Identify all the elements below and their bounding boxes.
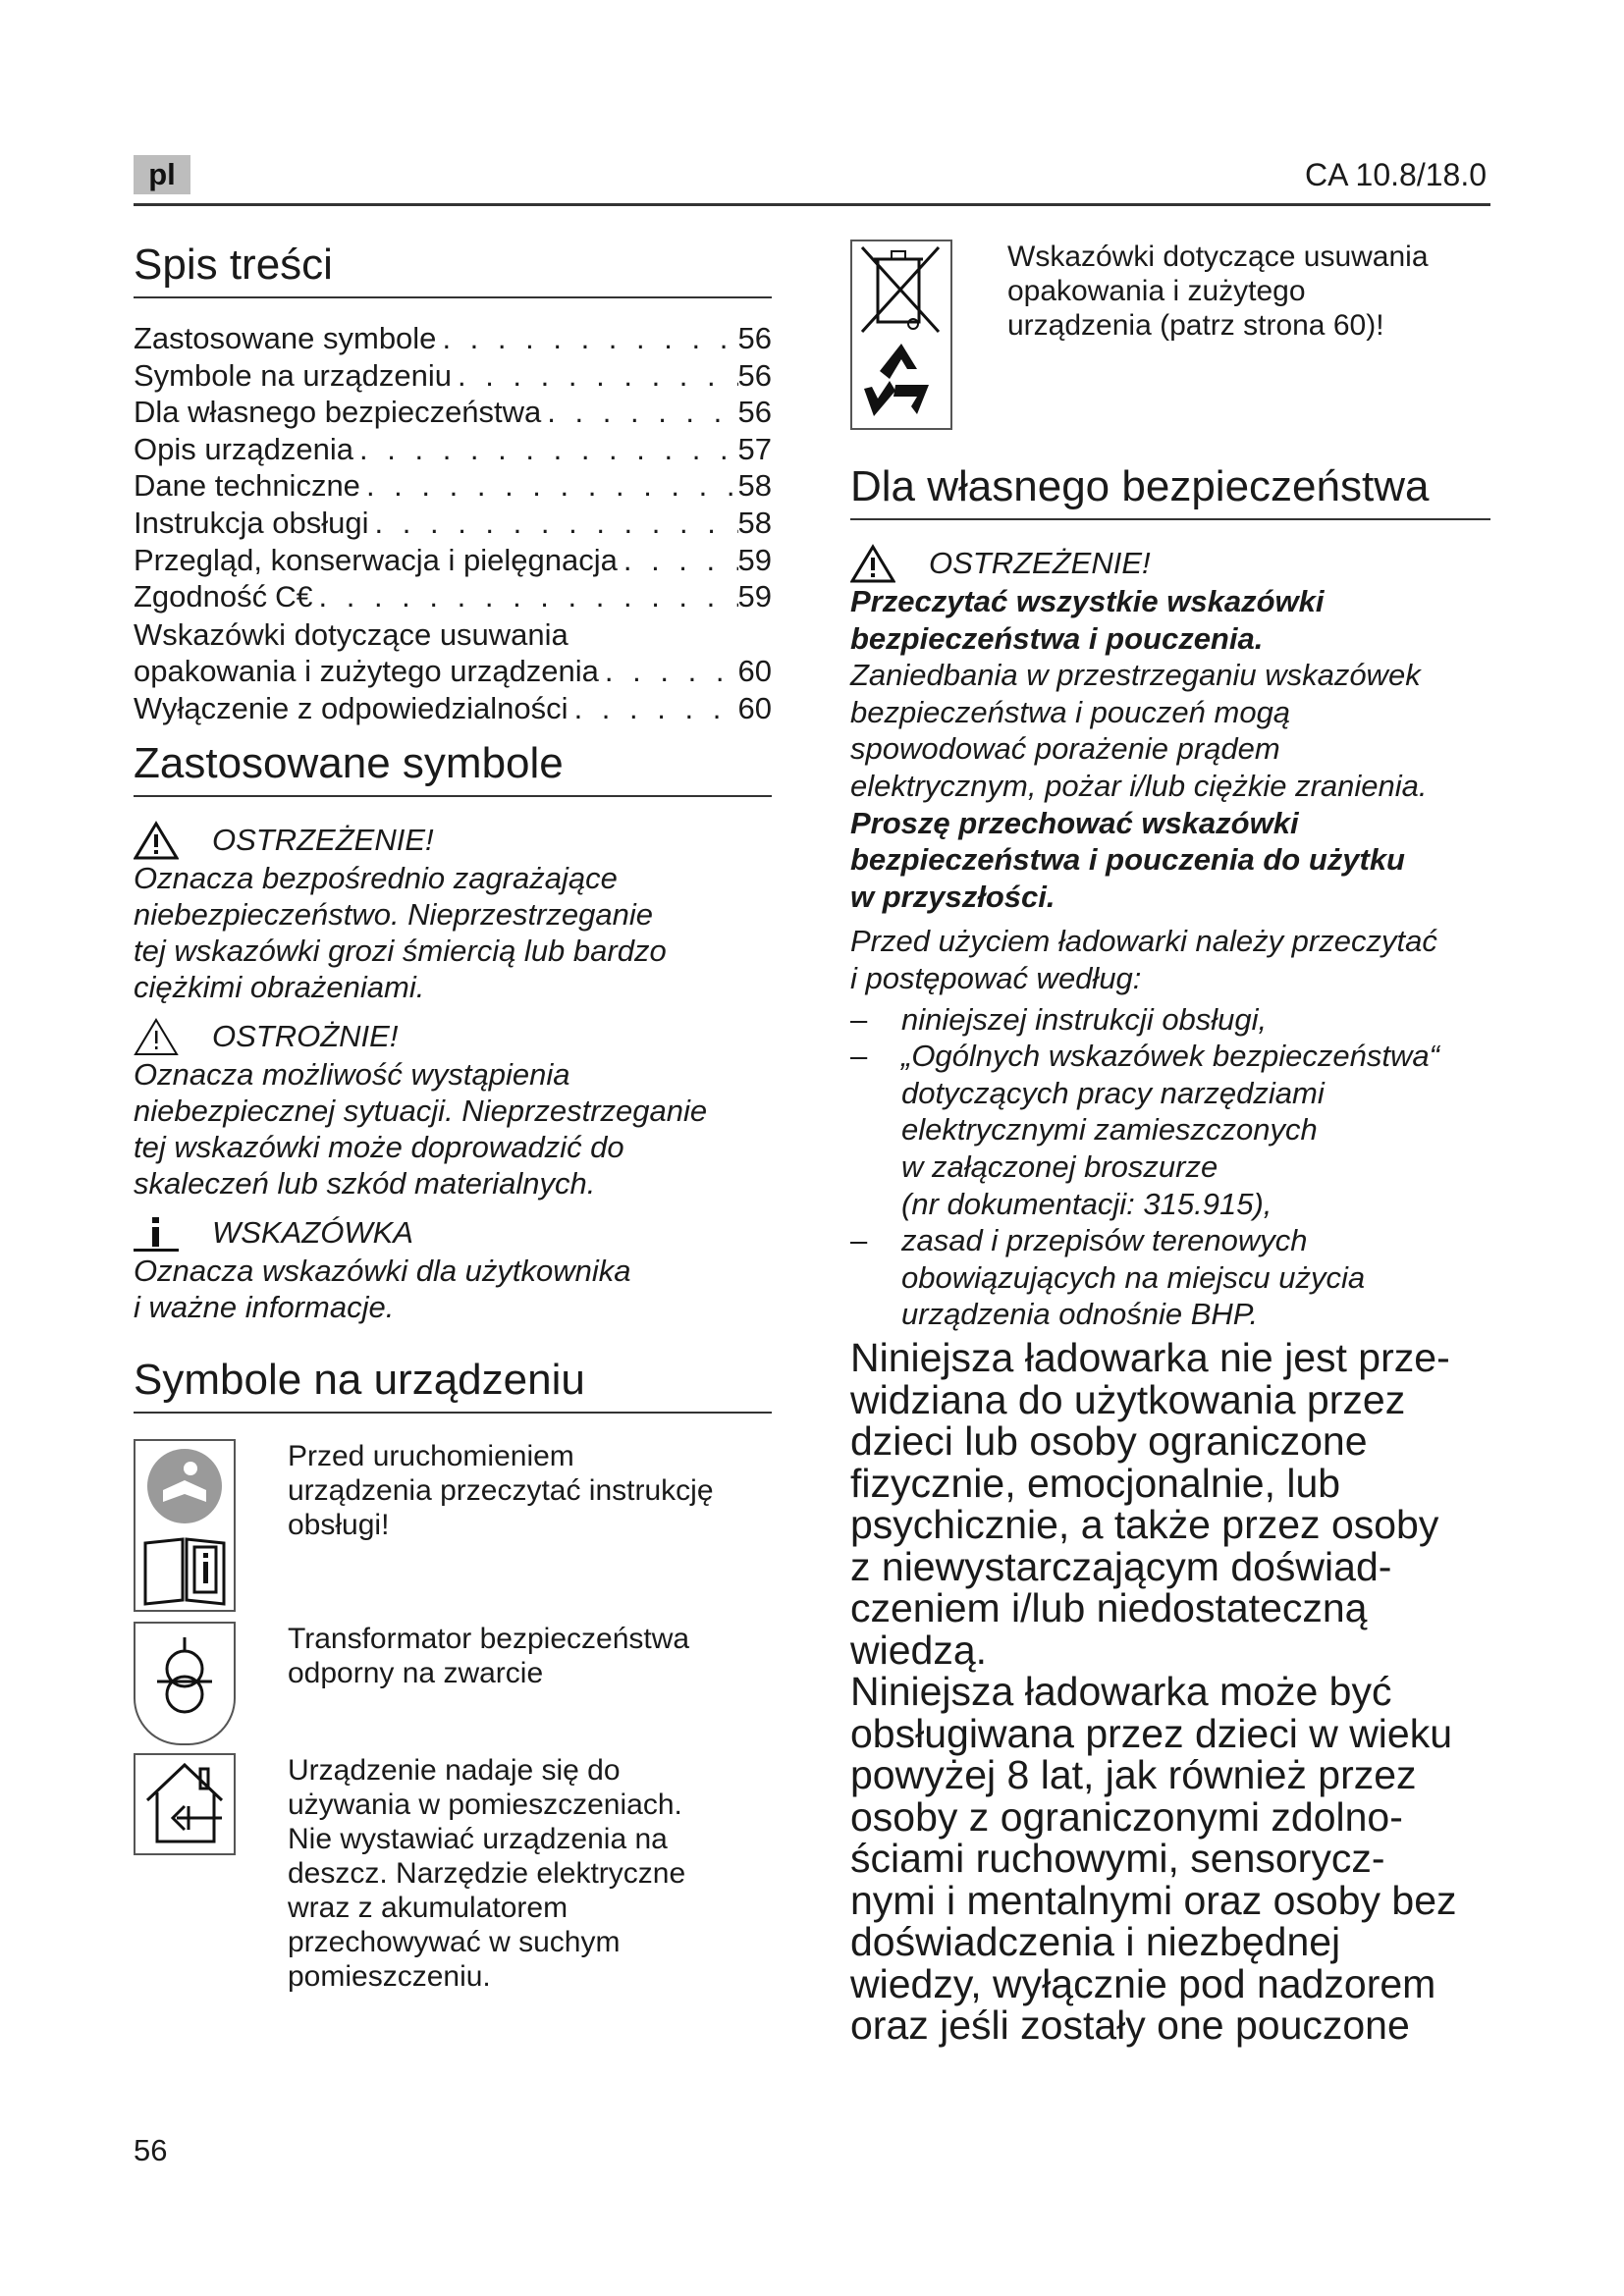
safety-bold-1: Przeczytać wszystkie wskazówki bezpieczeństwa i pouczenia. bbox=[850, 584, 1325, 656]
caution-triangle-icon bbox=[134, 1017, 179, 1056]
language-tag: pl bbox=[134, 155, 190, 194]
toc-entry[interactable]: Dane techniczne . . . 58 bbox=[134, 467, 772, 505]
toc-title: Spis treści bbox=[134, 240, 333, 289]
table-of-contents bbox=[134, 240, 772, 727]
indoor-use-text: Urządzenie nadaje się do używania w pomieszczeniach. Nie wystawiać urządzenia na deszcz. Narzędzie elektryczne wraz z akumulatorem przechowywać w suchym pomieszczeniu. bbox=[288, 1754, 686, 1993]
device-symbols-title: Symbole na urządzeniu bbox=[134, 1356, 585, 1404]
safety-warning-block bbox=[850, 544, 1490, 1333]
toc-entry[interactable]: Opis urządzenia . . . 57 bbox=[134, 431, 772, 468]
children-usage-paragraph-2: Niniejsza ładowarka może być obsługiwana przez dzieci w wieku powyżej 8 lat, jak również przez osoby z ograniczonymi zdolno- ściami ruchowymi, sensorycz- nymi i mentalnymi oraz osoby bez doświadczenia i niezbędnej wiedzy, wyłącznie pod nadzorem oraz jeśli zostały one pouczone bbox=[850, 1669, 1457, 2048]
toc-entry[interactable]: Wyłączenie z odpowiedzialności . . . 60 bbox=[134, 690, 772, 727]
safety-intro: Przed użyciem ładowarki należy przeczytać i postępować według: bbox=[850, 924, 1437, 995]
safety-italic-1: Zaniedbania w przestrzeganiu wskazówek bezpieczeństwa i pouczeń mogą spowodować porażenie prądem elektrycznym, pożar i/lub ciężkie zranienia. bbox=[850, 658, 1428, 803]
safety-list bbox=[850, 1001, 1490, 1333]
recycle-icon bbox=[864, 344, 929, 416]
note-label: WSKAZÓWKA bbox=[212, 1215, 413, 1250]
safety-title: Dla własnego bezpieczeństwa bbox=[850, 462, 1430, 510]
safety-section bbox=[850, 461, 1490, 520]
read-manual-text: Przed uruchomieniem urządzenia przeczytać instrukcję obsługi! bbox=[288, 1440, 714, 1541]
safety-warning-label: OSTRZEŻENIE! bbox=[929, 546, 1151, 580]
toc-entry[interactable]: opakowania i zużytego urządzenia . . . 60 bbox=[134, 653, 772, 690]
toc-entry[interactable]: Zgodność C€ . . . 59 bbox=[134, 578, 772, 616]
safety-transformer-icon bbox=[134, 1622, 236, 1745]
caution-label: OSTROŻNIE! bbox=[212, 1019, 399, 1053]
warning-triangle-icon bbox=[134, 821, 179, 860]
list-item: – „Ogólnych wskazówek bezpieczeństwa“ dotyczących pracy narzędziami elektrycznymi zamieszczonych w załączonej broszurze (nr dokumentacji: 315.915), bbox=[850, 1038, 1490, 1222]
indoor-use-icon bbox=[134, 1753, 236, 1855]
toc-entry[interactable]: Symbole na urządzeniu . . . 56 bbox=[134, 357, 772, 395]
note-notice bbox=[134, 1213, 772, 1325]
toc-entry[interactable]: Zastosowane symbole . . . 56 bbox=[134, 320, 772, 357]
safety-title-rule bbox=[850, 518, 1490, 520]
warning-notice bbox=[134, 821, 772, 1005]
device-symbols-section bbox=[134, 1355, 772, 1414]
caution-text: Oznacza możliwość wystąpienia niebezpiecznej sytuacji. Nieprzestrzeganie tej wskazówki może doprowadzić do skaleczeń lub szkód materialnych. bbox=[134, 1057, 708, 1201]
ce-mark: C€ bbox=[275, 581, 313, 614]
device-symbols-rule bbox=[134, 1412, 772, 1414]
disposal-icons bbox=[850, 240, 952, 430]
warning-triangle-icon bbox=[850, 544, 895, 583]
transformer-text: Transformator bezpieczeństwa odporny na zwarcie bbox=[288, 1623, 690, 1689]
warning-label: OSTRZEŻENIE! bbox=[212, 823, 434, 857]
list-item: – niniejszej instrukcji obsługi, bbox=[850, 1001, 1490, 1039]
symbols-used-title: Zastosowane symbole bbox=[134, 739, 564, 787]
toc-entry[interactable]: Przegląd, konserwacja i pielęgnacja . . . 59 bbox=[134, 542, 772, 579]
toc-list bbox=[134, 320, 772, 727]
toc-entry[interactable]: Instrukcja obsługi . . . 58 bbox=[134, 505, 772, 542]
disposal-text: Wskazówki dotyczące usuwania opakowania i zużytego urządzenia (patrz strona 60)! bbox=[1007, 240, 1429, 342]
read-manual-icon bbox=[134, 1439, 236, 1612]
info-icon bbox=[134, 1213, 179, 1253]
symbols-used-section bbox=[134, 738, 772, 797]
safety-bold-2: Proszę przechować wskazówki bezpieczeństwa i pouczenia do użytku w przyszłości. bbox=[850, 805, 1405, 914]
toc-entry[interactable]: Dla własnego bezpieczeństwa . . . 56 bbox=[134, 394, 772, 431]
note-text: Oznacza wskazówki dla użytkownika i ważne informacje. bbox=[134, 1254, 631, 1324]
warning-text: Oznacza bezpośrednio zagrażające niebezpieczeństwo. Nieprzestrzeganie tej wskazówki grozi śmiercią lub bardzo ciężkimi obrażeniami. bbox=[134, 861, 667, 1004]
crossed-bin-icon bbox=[862, 247, 939, 332]
symbols-used-rule bbox=[134, 795, 772, 797]
header-divider bbox=[134, 203, 1490, 206]
caution-notice bbox=[134, 1017, 772, 1201]
toc-title-rule bbox=[134, 296, 772, 298]
list-item: – zasad i przepisów terenowych obowiązujących na miejscu użycia urządzenia odnośnie BHP. bbox=[850, 1222, 1490, 1333]
model-number: CA 10.8/18.0 bbox=[1304, 157, 1487, 192]
page-number: 56 bbox=[134, 2133, 168, 2167]
children-usage-paragraph-1: Niniejsza ładowarka nie jest prze- widziana do użytkowania przez dzieci lub osoby ograniczone fizycznie, emocjonalnie, lub psychicznie, a także przez osoby z niewystarczającym doświad- czeniem i/lub niedostateczną wiedzą. bbox=[850, 1335, 1450, 1673]
toc-entry[interactable]: Wskazówki dotyczące usuwania bbox=[134, 616, 568, 652]
